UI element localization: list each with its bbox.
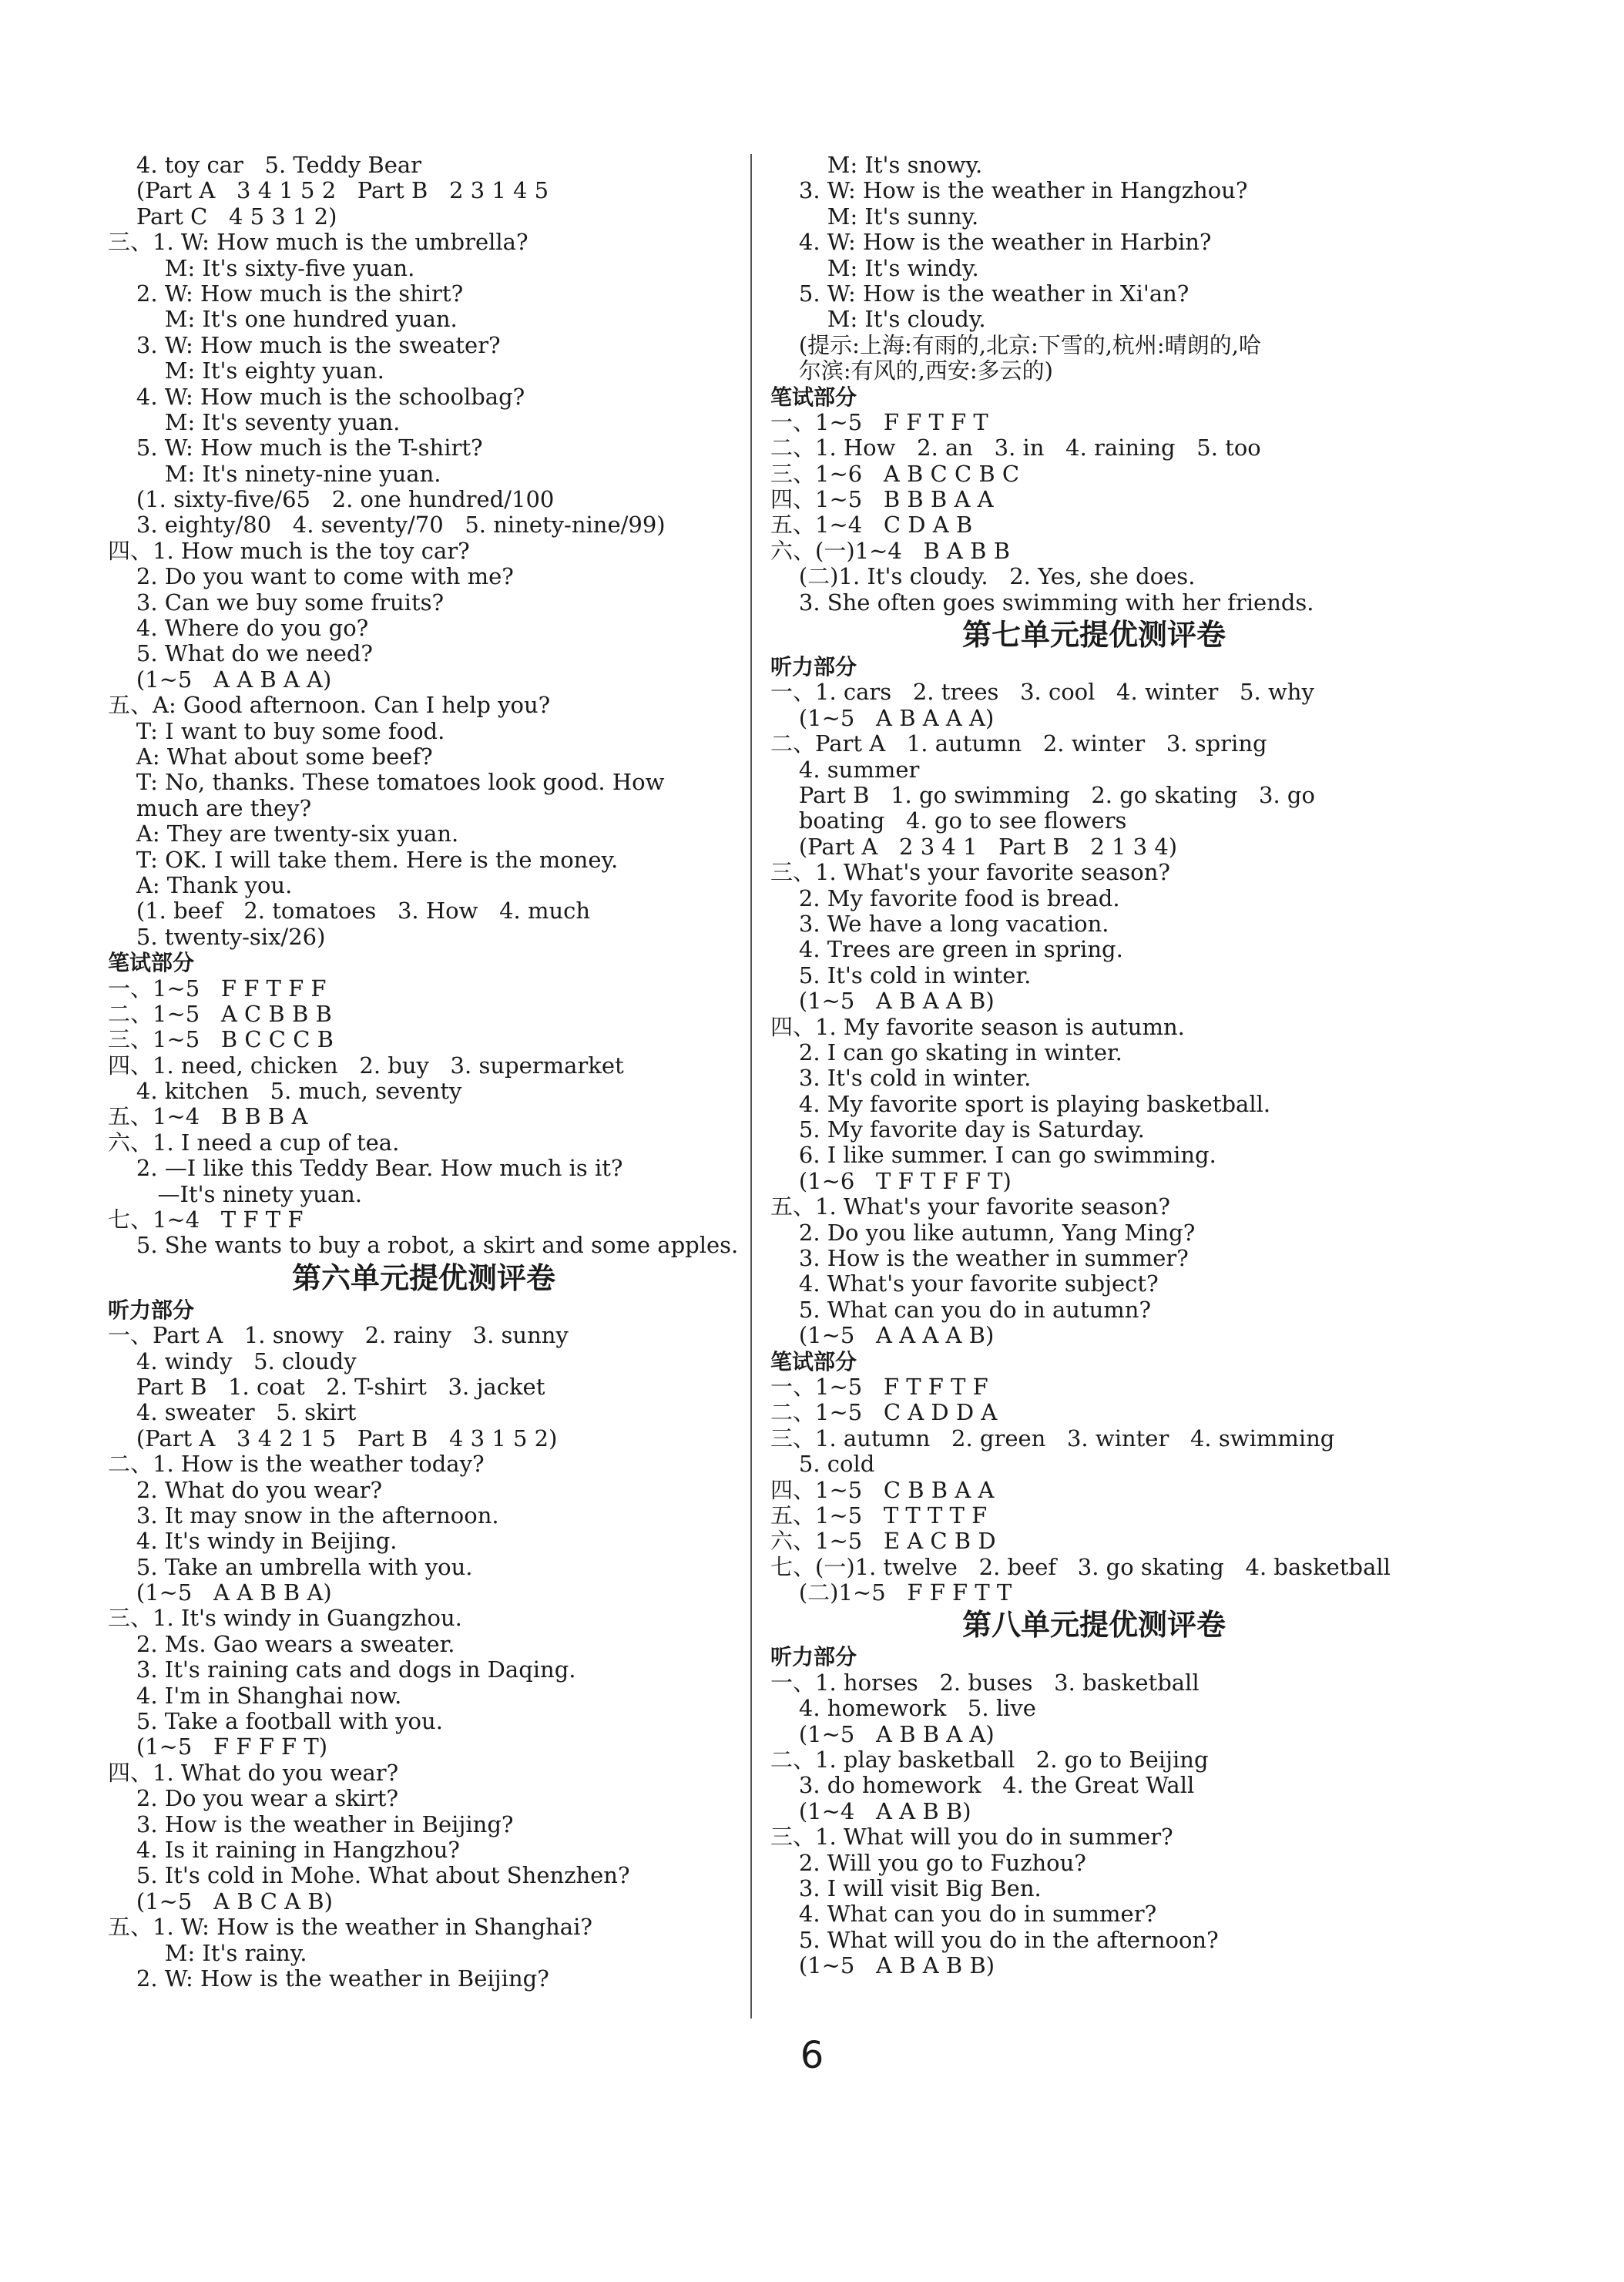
answer-line: 2. W: How is the weather in Beijing?: [108, 1965, 549, 1992]
answer-line: 五、1. What's your favorite season?: [770, 1193, 1170, 1220]
answer-line: M: It's sunny.: [770, 203, 979, 230]
answer-line: 3. It's cold in winter.: [770, 1065, 1032, 1092]
answer-line: T: I want to buy some food.: [108, 717, 445, 744]
section-label: 听力部分: [108, 1297, 195, 1323]
answer-line: 四、1~5 B B B A A: [770, 486, 994, 513]
answer-line: 三、1~6 A B C C B C: [770, 460, 1020, 487]
answer-line: M: It's cloudy.: [770, 306, 986, 333]
answer-line: 2. Will you go to Fuzhou?: [770, 1849, 1086, 1876]
answer-line: 5. twenty-six/26): [108, 923, 326, 950]
answer-line: 3. We have a long vacation.: [770, 910, 1109, 937]
section-label: 听力部分: [770, 1644, 857, 1670]
answer-line: (1~5 A A B A A): [108, 666, 332, 693]
answer-line: 2. I can go skating in winter.: [770, 1039, 1122, 1065]
answer-line: M: It's seventy yuan.: [108, 408, 401, 435]
answer-line: A: What about some beef?: [108, 743, 433, 770]
answer-line: 4. sweater 5. skirt: [108, 1399, 357, 1426]
answer-line: 二、1. How is the weather today?: [108, 1451, 485, 1478]
answer-line: 5. What do we need?: [108, 640, 373, 667]
answer-line: 4. summer: [770, 756, 920, 783]
answer-line: 三、1. What will you do in summer?: [770, 1824, 1173, 1851]
answer-line: M: It's ninety-nine yuan.: [108, 460, 441, 487]
answer-line: 一、1~5 F F T F T: [770, 408, 988, 435]
answer-line: 三、1. It's windy in Guangzhou.: [108, 1605, 462, 1632]
answer-line: M: It's snowy.: [770, 152, 983, 178]
answer-line: (Part A 3 4 2 1 5 Part B 4 3 1 5 2): [108, 1425, 558, 1451]
answer-line: T: OK. I will take them. Here is the money.: [108, 846, 619, 873]
section-label: 笔试部分: [770, 1348, 857, 1374]
unit-heading: 第七单元提优测评卷: [961, 618, 1226, 653]
answer-line: (1~6 T F T F F T): [770, 1167, 1012, 1194]
answer-line: 四、1. My favorite season is autumn.: [770, 1013, 1185, 1040]
unit-heading: 第六单元提优测评卷: [291, 1260, 555, 1295]
answer-line: 5. She wants to buy a robot, a skirt and some apples.: [108, 1232, 739, 1259]
answer-line: 4. It's windy in Beijing.: [108, 1528, 398, 1555]
answer-line: 三、1~5 B C C C B: [108, 1026, 334, 1053]
answer-line: 2. Do you wear a skirt?: [108, 1785, 399, 1812]
answer-line: 六、1. I need a cup of tea.: [108, 1129, 400, 1156]
answer-line: 5. W: How much is the T-shirt?: [108, 435, 483, 461]
answer-line: 4. What's your favorite subject?: [770, 1270, 1159, 1297]
answer-line: 尔滨:有风的,西安:多云的): [770, 357, 1053, 384]
section-label: 听力部分: [770, 654, 857, 680]
answer-line: 二、1. play basketball 2. go to Beijing: [770, 1747, 1209, 1774]
answer-line: M: It's one hundred yuan.: [108, 306, 458, 333]
section-label: 笔试部分: [770, 384, 857, 410]
answer-line: 3. I will visit Big Ben.: [770, 1875, 1042, 1901]
answer-line: M: It's sixty-five yuan.: [108, 254, 415, 281]
answer-line: Part B 1. coat 2. T-shirt 3. jacket: [108, 1373, 545, 1400]
answer-line: (1~4 A A B B): [770, 1797, 971, 1824]
answer-line: 三、1. autumn 2. green 3. winter 4. swimming: [770, 1425, 1335, 1451]
answer-line: 4. W: How is the weather in Harbin?: [770, 229, 1212, 256]
answer-line: (1~5 A A B B A): [108, 1579, 332, 1606]
answer-line: 三、1. W: How much is the umbrella?: [108, 229, 528, 256]
answer-line: 6. I like summer. I can go swimming.: [770, 1142, 1216, 1169]
answer-line: 5. Take a football with you.: [108, 1708, 443, 1735]
answer-line: 3. Can we buy some fruits?: [108, 589, 445, 616]
left-column: [108, 153, 740, 1992]
answer-line: 3. eighty/80 4. seventy/70 5. ninety-nine/99): [108, 512, 666, 539]
answer-line: —It's ninety yuan.: [108, 1180, 363, 1207]
answer-line: 2. My favorite food is bread.: [770, 884, 1120, 911]
answer-line: 四、1. need, chicken 2. buy 3. supermarket: [108, 1052, 624, 1079]
answer-line: 五、1. W: How is the weather in Shanghai?: [108, 1914, 592, 1941]
answer-line: 4. Where do you go?: [108, 615, 369, 642]
answer-line: (1~5 A B A A B): [770, 988, 995, 1015]
answer-line: 4. What can you do in summer?: [770, 1901, 1157, 1928]
answer-line: 3. do homework 4. the Great Wall: [770, 1772, 1195, 1799]
right-column: [770, 153, 1418, 1979]
answer-line: Part B 1. go swimming 2. go skating 3. go: [770, 781, 1315, 808]
answer-line: A: Thank you.: [108, 871, 293, 898]
answer-line: (1~5 A B A B B): [770, 1952, 995, 1979]
answer-line: 三、1. What's your favorite season?: [770, 859, 1170, 886]
answer-line: T: No, thanks. These tomatoes look good. How: [108, 769, 665, 796]
answer-line: 五、1~4 B B B A: [108, 1103, 308, 1130]
answer-line: (1. beef 2. tomatoes 3. How 4. much: [108, 898, 591, 925]
answer-line: 4. Is it raining in Hangzhou?: [108, 1837, 460, 1863]
answer-line: 3. How is the weather in summer?: [770, 1245, 1189, 1272]
answer-line: (1. sixty-five/65 2. one hundred/100: [108, 486, 555, 513]
answer-line: 2. W: How much is the shirt?: [108, 280, 464, 307]
answer-line: 2. —I like this Teddy Bear. How much is it?: [108, 1155, 623, 1182]
answer-line: 二、1. How 2. an 3. in 4. raining 5. too: [770, 435, 1261, 461]
unit-heading: 第八单元提优测评卷: [961, 1608, 1226, 1643]
answer-line: 3. It may snow in the afternoon.: [108, 1502, 499, 1529]
answer-line: 3. It's raining cats and dogs in Daqing.: [108, 1656, 576, 1683]
answer-line: 七、1~4 T F T F: [108, 1206, 304, 1233]
answer-line: (1~5 A B C A B): [108, 1888, 333, 1915]
answer-line: 2. Ms. Gao wears a sweater.: [108, 1630, 455, 1657]
answer-line: 5. What will you do in the afternoon?: [770, 1926, 1219, 1953]
answer-line: 4. windy 5. cloudy: [108, 1347, 357, 1374]
answer-line: 4. My favorite sport is playing basketball.: [770, 1090, 1271, 1117]
answer-line: 一、1~5 F F T F F: [108, 975, 327, 1002]
answer-line: 2. What do you wear?: [108, 1476, 383, 1503]
answer-line: 3. She often goes swimming with her friends.: [770, 589, 1314, 616]
answer-line: (1~5 F F F F T): [108, 1733, 328, 1760]
answer-line: (二)1. It's cloudy. 2. Yes, she does.: [770, 563, 1196, 590]
answer-line: M: It's rainy.: [108, 1939, 307, 1966]
answer-line: 2. Do you want to come with me?: [108, 563, 514, 590]
answer-line: 5. It's cold in Mohe. What about Shenzhen?: [108, 1862, 630, 1889]
answer-line: 4. W: How much is the schoolbag?: [108, 383, 525, 410]
answer-line: (Part A 2 3 4 1 Part B 2 1 3 4): [770, 833, 1178, 860]
answer-line: 六、(一)1~4 B A B B: [770, 537, 1011, 564]
answer-line: 3. How is the weather in Beijing?: [108, 1810, 514, 1837]
answer-line: (提示:上海:有雨的,北京:下雪的,杭州:晴朗的,哈: [770, 331, 1261, 358]
section-label: 笔试部分: [108, 950, 195, 976]
answer-line: (1~5 A B A A A): [770, 704, 995, 731]
answer-line: (二)1~5 F F F T T: [770, 1579, 1012, 1606]
answer-line: 4. I'm in Shanghai now.: [108, 1682, 402, 1709]
answer-line: A: They are twenty-six yuan.: [108, 821, 459, 847]
answer-line: 四、1~5 C B B A A: [770, 1476, 995, 1503]
answer-line: (Part A 3 4 1 5 2 Part B 2 3 1 4 5: [108, 177, 549, 204]
answer-line: M: It's windy.: [770, 254, 979, 281]
answer-line: boating 4. go to see flowers: [770, 807, 1127, 834]
answer-line: 5. W: How is the weather in Xi'an?: [770, 280, 1189, 307]
answer-line: 六、1~5 E A C B D: [770, 1528, 996, 1555]
answer-line: 二、1~5 C A D D A: [770, 1399, 998, 1426]
answer-line: 5. Take an umbrella with you.: [108, 1553, 473, 1580]
page-number: 6: [800, 2034, 824, 2077]
answer-line: 二、Part A 1. autumn 2. winter 3. spring: [770, 730, 1267, 757]
answer-line: 4. toy car 5. Teddy Bear: [108, 152, 422, 178]
answer-line: 一、1~5 F T F T F: [770, 1373, 988, 1400]
answer-line: 一、Part A 1. snowy 2. rainy 3. sunny: [108, 1322, 569, 1349]
answer-line: 2. Do you like autumn, Yang Ming?: [770, 1219, 1196, 1246]
answer-line: 4. Trees are green in spring.: [770, 936, 1123, 963]
answer-line: Part C 4 5 3 1 2): [108, 203, 337, 230]
answer-line: 四、1. How much is the toy car?: [108, 537, 470, 564]
answer-line: 5. It's cold in winter.: [770, 961, 1032, 988]
answer-line: M: It's eighty yuan.: [108, 357, 384, 384]
answer-line: 4. kitchen 5. much, seventy: [108, 1078, 462, 1105]
answer-line: 四、1. What do you wear?: [108, 1759, 399, 1786]
answer-line: (1~5 A B B A A): [770, 1720, 995, 1747]
column-divider: [750, 154, 752, 2019]
answer-line: 二、1~5 A C B B B: [108, 1000, 332, 1027]
answer-line: 五、1~4 C D A B: [770, 512, 973, 539]
answer-line: 一、1. cars 2. trees 3. cool 4. winter 5. why: [770, 679, 1314, 706]
answer-line: 五、A: Good afternoon. Can I help you?: [108, 692, 551, 719]
answer-line: 七、(一)1. twelve 2. beef 3. go skating 4. basketball: [770, 1553, 1391, 1580]
answer-line: 3. W: How is the weather in Hangzhou?: [770, 177, 1248, 204]
answer-line: (1~5 A A A A B): [770, 1322, 995, 1349]
answer-line: 一、1. horses 2. buses 3. basketball: [770, 1669, 1200, 1696]
answer-line: 3. W: How much is the sweater?: [108, 331, 501, 358]
answer-line: 5. My favorite day is Saturday.: [770, 1116, 1145, 1143]
answer-line: much are they?: [108, 794, 312, 821]
answer-line: 5. What can you do in autumn?: [770, 1296, 1152, 1323]
answer-line: 5. cold: [770, 1451, 875, 1478]
answer-line: 4. homework 5. live: [770, 1695, 1036, 1722]
answer-line: 五、1~5 T T T T F: [770, 1502, 988, 1529]
